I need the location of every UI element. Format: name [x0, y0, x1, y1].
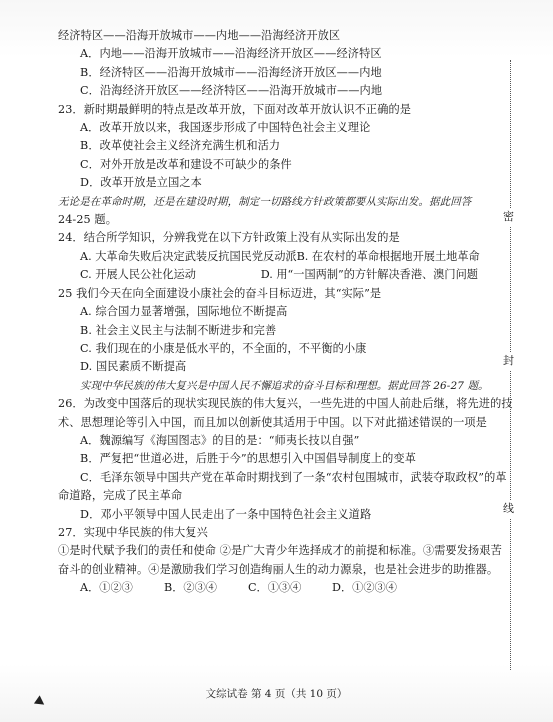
option-b: B．经济特区——沿海开放城市——沿海经济开放区——内地 — [80, 65, 382, 79]
seal-label-mi: 密 — [503, 208, 514, 226]
option-b: B．改革使社会主义经济充满生机和活力 — [80, 139, 281, 153]
option-d: D．①②③④ — [332, 581, 397, 595]
question-23: 23．新时期最鲜明的特点是改革开放，下面对改革开放认识不正确的是 — [58, 102, 412, 116]
option-c: C. 开展人民公社化运动 — [80, 268, 196, 282]
option-c: C．沿海经济开放区——经济特区——沿海开放城市——内地 — [80, 84, 383, 98]
option-a: A．改革开放以来，我国逐步形成了中国特色社会主义理论 — [80, 121, 371, 135]
option-b: B．严复把“世道必进，后胜于今”的思想引入中国倡导制度上的变革 — [80, 452, 417, 466]
page-footer: 文综试卷 第 4 页（共 10 页） — [205, 688, 348, 700]
option-a: A．①②③ — [80, 581, 133, 595]
section-intro-cont: 24-25 题。 — [58, 213, 117, 227]
option-c: C. 我们现在的小康是低水平的，不全面的，不平衡的小康 — [80, 341, 367, 355]
option-a: A．魏源编写《海国图志》的目的是：“师夷长技以自强” — [80, 433, 360, 447]
option-a: A．内地——沿海开放城市——沿海经济开放区——经济特区 — [80, 47, 382, 61]
question-25: 25 我们今天在向全面建设小康社会的奋斗目标迈进，其“实际”是 — [58, 286, 382, 300]
option-c: C．对外开放是改革和建设不可缺少的条件 — [80, 157, 292, 171]
options-row — [58, 266, 478, 284]
exam-content — [58, 27, 513, 598]
seal-label-xian: 线 — [503, 500, 514, 518]
option-b: B．②③④ — [164, 581, 217, 595]
options-row — [58, 579, 478, 597]
question-27: 27．实现中华民族的伟大复兴 — [58, 525, 208, 539]
option-c: C．①③④ — [248, 581, 302, 595]
option-a: A. 大革命失败后决定武装反抗国民党反动派 — [80, 249, 297, 263]
option-c-cont: 命道路，完成了民主革命 — [58, 489, 183, 503]
option-a: A. 综合国力显著增强，国际地位不断提高 — [80, 305, 288, 319]
question-27-statements-cont: 奋斗的创业精神。④是激励我们学习创造绚丽人生的动力源泉，也是社会进步的助推器。 — [58, 562, 499, 576]
option-b: B. 在农村的革命根据地开展土地革命 — [296, 249, 480, 263]
option-d: D．邓小平领导中国人民走出了一条中国特色社会主义道路 — [80, 507, 372, 521]
question-26: 26．为改变中国落后的现状实现民族的伟大复兴，一些先进的中国人前赴后继，将先进的技 — [58, 397, 513, 411]
question-26-cont: 术、思想理论等引入中国，而且加以创新使其适用于中国。以下对此描述错误的一项是 — [58, 415, 487, 429]
option-c: C．毛泽东领导中国共产党在革命时期找到了一条“农村包围城市，武装夺取政权”的革 — [80, 470, 507, 484]
option-d: D. 国民素质不断提高 — [80, 360, 187, 374]
option-b: B. 社会主义民主与法制不断进步和完善 — [80, 323, 277, 337]
question-24: 24．结合所学知识，分辨我党在以下方针政策上没有从实际出发的是 — [58, 231, 400, 245]
question-27-statements: ①是时代赋予我们的责任和使命 ②是广大青少年选择成才的前提和标准。③需要发扬艰苦 — [58, 544, 502, 558]
text-line: 经济特区——沿海开放城市——内地——沿海经济开放区 — [58, 29, 341, 42]
options-row — [58, 248, 478, 266]
seal-label-feng: 封 — [503, 352, 514, 370]
option-d: D. 用“一国两制”的方针解决香港、澳门问题 — [260, 268, 478, 282]
option-d: D．改革开放是立国之本 — [80, 176, 202, 190]
section-intro: 实现中华民族的伟大复兴是中国人民不懈追求的奋斗目标和理想。据此回答 26-27 题。 — [80, 379, 489, 392]
section-intro: 无论是在革命时期，还是在建设时期，制定一切路线方针政策都要从实际出发。据此回答 — [58, 195, 472, 208]
